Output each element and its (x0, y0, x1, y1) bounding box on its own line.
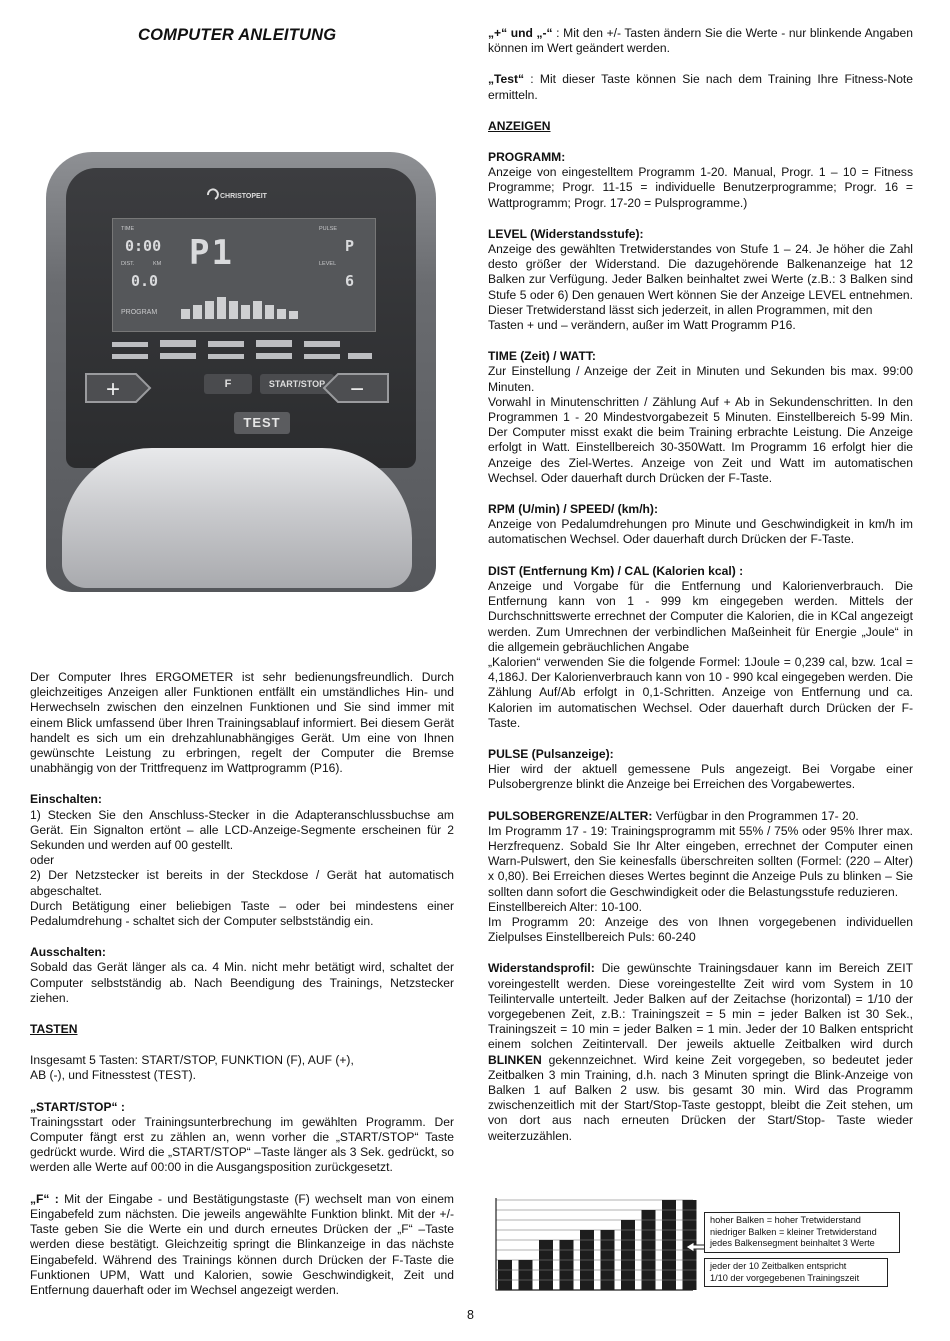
startstop-text: Trainingsstart oder Trainingsunterbrechung im gewählten Programm. Der Computer fängt erst zu zählen an, wenn vorher die „START/STOP“ Taste gedrückt wurde. Wird die „START/STOP“ –Taste länger als 3 Sek. gedrückt, so werden alle Werte auf 00:00 in die Ausgangsposition zurückgesetzt. (30, 1114, 454, 1175)
f-paragraph (30, 1192, 454, 1298)
lcd-dist-value: 0.0 (131, 272, 159, 290)
tasten-heading: TASTEN (30, 1022, 78, 1037)
lcd-pulse-label: PULSE (319, 226, 338, 232)
lcd-time-value: 0:00 (125, 237, 162, 255)
legend-line-1: hoher Balken = hoher Tretwiderstand (710, 1215, 861, 1225)
lcd-time-label: TIME (121, 226, 135, 232)
tasten-line-2: AB (-), und Fitnesstest (TEST). (30, 1068, 196, 1083)
widerstandsprofil-heading: Widerstandsprofil: (488, 961, 595, 976)
legend-line-5: 1/10 der vorgegebenen Trainingszeit (710, 1272, 860, 1283)
widerstandsprofil-text-2: gekennzeichnet. Wird keine Zeit vorgegeben, so bedeutet jeder Zeitbalken 3 min Training, d.h. nach 3 Minuten springt die Blink-Anzeige von Balken 1 auf Balken 2 usw. bis gesamt 30 min. Wird das Programm zwischenzeitlich mit der Start/Stop-Taste gestoppt, bleibt die Zeit stehen, um von dort aus nach erneuten Drücken der Start/Stop- Taste wieder weiterzuzählen. (488, 1052, 913, 1143)
pulse-heading: PULSE (Pulsanzeige): (488, 746, 614, 761)
pulsobergrenze-paragraph (488, 809, 913, 824)
f-button[interactable]: F (204, 374, 252, 394)
rpm-text: Anzeige von Pedalumdrehungen pro Minute und Geschwindigkeit in km/h im automatischen Wechsel. Oder dauerhaft durch Drücken der F-Taste. (488, 517, 913, 547)
einschalten-step-2: 2) Der Netzstecker ist bereits in der Steckdose / Gerät hat automatisch abgeschaltet. (30, 868, 454, 898)
programm-text: Anzeige von eingestelltem Programm 1-20. Manual, Progr. 1 – 10 = Fitness Programme; Progr. 11-15 = individuelle Benutzerprogramme; Progr. 16 = Wattprogramm; Progr. 17-20 = Pulsprogramme.) (488, 165, 913, 210)
time-text-1: Zur Einstellung / Anzeige der Zeit in Minuten und Sekunden bis max. 99:00 Minuten. (488, 364, 913, 394)
console-panel (66, 168, 416, 468)
startstop-heading: „START/STOP“ : (30, 1099, 125, 1114)
lcd-level-value: 6 (345, 272, 355, 290)
plus-button[interactable] (84, 370, 154, 406)
blinken-word: BLINKEN (488, 1052, 542, 1067)
computer-console-image (42, 148, 440, 594)
programm-heading: PROGRAMM: (488, 150, 566, 165)
pulsobergrenze-text-3: Einstellbereich Alter: 10-100. (488, 899, 642, 914)
time-heading: TIME (Zeit) / WATT: (488, 349, 596, 364)
einschalten-oder: oder (30, 853, 55, 868)
profile-bar-2 (519, 1260, 533, 1290)
lcd-pulse-value: P (345, 237, 355, 255)
handle-grip (62, 448, 412, 588)
pulsobergrenze-text-1: Verfügbar in den Programmen 17- 20. (652, 808, 859, 823)
pulsobergrenze-text-2: Im Programm 17 - 19: Trainingsprogramm mit 55% / 75% oder 95% Ihrer max. Herzfrequenz. Sobald Sie Ihr Alter eingeben, errechnet der Computer einen Warn-Pulswert, den Sie keinesfalls überschreiten sollten (Formel: (220 – Alter) x 0,80). Bei Erreichen dieses Wertes beginnt die Anzeige Puls zu blinken – Sie sollten dann sofort die Geschwindigkeit oder die Belastungsstufe reduzieren. (488, 823, 913, 899)
legend-resistance (704, 1212, 900, 1253)
left-column (30, 670, 454, 1298)
page-title: COMPUTER ANLEITUNG (138, 26, 337, 44)
lcd-level-label: LEVEL (319, 261, 337, 267)
level-text: Anzeige des gewählten Tretwiderstandes von Stufe 1 – 24. Je höher die Zahl desto größer der Widerstand. Die dazugehörende Balkenanzeige hat 12 Balken zur Verfügung. Jeder Balken beinhaltet zwei Werte (z.B.: 3 Balken sind Stufe 5 oder 6) Den genauen Wert können Sie der Anzeige LEVEL entnehmen. Dieser Tretwiderstand lässt sich jederzeit, in allen Programmen, mit den (488, 242, 913, 317)
pulse-text: Hier wird der aktuell gemessene Puls angezeigt. Bei Vorgabe einer Pulsobergrenze blinkt die Anzeige bei Erreichen des Vorgabewertes. (488, 762, 913, 792)
pulsobergrenze-text-4: Im Programm 20: Anzeige des von Ihnen vorgegebenen individuellen Zielpulses Einstellbereich Puls: 60-240 (488, 914, 913, 945)
lcd-program-label: PROGRAM (121, 309, 158, 316)
profile-bar-3 (539, 1240, 553, 1290)
rpm-heading: RPM (U/min) / SPEED/ (km/h): (488, 502, 658, 517)
level-heading: LEVEL (Widerstandsstufe): (488, 226, 644, 241)
brand-logo (204, 188, 294, 202)
time-text-2: Vorwahl in Minutenschritten / Zählung Auf + Ab in Sekundenschritten. In den Programmen 1 - 20 Mindestvorgabezeit 5 Minuten. Einstellbereich 5-99 Min. Der Computer misst exakt die beim Training erbrachte Leistung. Die Anzeige erfolgt in Watt. Einstellbereich 30-350Watt. Im Programm 16 erfolgt hier die Anzeige des Ziel-Wertes. Anzeige von Zeit und Watt im automatischen Wechsel. Oder dauerhaft durch Drücken der F-Taste. (488, 394, 913, 485)
tasten-line-1: Insgesamt 5 Tasten: START/STOP, FUNKTION (F), AUF (+), (30, 1053, 354, 1068)
profile-bar-7 (621, 1220, 635, 1290)
profile-bars-chart (488, 1190, 702, 1298)
einschalten-step-3: Durch Betätigung einer beliebigen Taste – oder bei mindestens einer Pedalumdrehung - schaltet sich der Computer selbstständig ein. (30, 898, 454, 929)
dist-heading: DIST (Entfernung Km) / CAL (Kalorien kcal) : (488, 563, 744, 578)
widerstandsprofil-paragraph (488, 961, 913, 1143)
f-text: Mit der Eingabe - und Bestätigungstaste (F) wechselt man von einem Eingabefeld zum nächsten. Die jeweils angewählte Funktion blinkt. Mit der +/- Taste geben Sie die Werte ein und durch erneutes Drücken der „F“ –Taste werden diese bestätigt. Gleichzeitig springt die Blinkanzeige in das nächste Eingabefeld. Während des Trainings können durch Drücken der F-Taste die Funktionen UPM, Watt und Kalorien, sowie Geschwindigkeit, Zeit und Entfernung dauerhaft oder im Wechsel angezeigt werden. (30, 1191, 455, 1297)
page-number: 8 (467, 1308, 474, 1322)
plus-icon: + (106, 376, 121, 403)
test-button[interactable]: TEST (234, 412, 290, 434)
pulsobergrenze-heading: PULSOBERGRENZE/ALTER: (488, 808, 653, 823)
widerstandsprofil-text-1: Die gewünschte Trainingsdauer kann im Bereich ZEIT voreingestellt werden. Diese voreingestellte Zeit wird vom System in 10 Teilintervalle unterteilt. Jeder Balken auf der Zeitachse (horizontal) = 1/10 der vorgegebenen Zeit, z.B.: Trainingszeit = 5 min = jeder Balken ist 30 Sek., Trainingszeit = 10 min = jeder Balken = 1 min. Jeder der 10 Balken entspricht einem solchen Zeitintervall. Der jeweils aktuelle Zeitbalken wird durch (488, 961, 913, 1052)
ausschalten-heading: Ausschalten: (30, 945, 106, 960)
legend-line-3: jedes Balkensegment beinhaltet 3 Werte (710, 1238, 875, 1248)
program-icons (112, 338, 374, 364)
plusminus-text: : Mit den +/- Tasten ändern Sie die Werte - nur blinkende Angaben können im Wert geändert werden. (488, 26, 913, 56)
brand-text: CHRISTOPEIT (220, 193, 267, 200)
lcd-dist-unit: KM (153, 261, 162, 267)
test-paragraph (488, 72, 913, 102)
minus-icon: − (350, 376, 365, 403)
intro-text: Der Computer Ihres ERGOMETER ist sehr bedienungsfreundlich. Durch gleichzeitiges Anzeigen aller Funktionen entfällt ein umständliches Hin- und Herwechseln zwischen den einzelnen Funktionen und Sie sind immer mit einem Blick umfassend über Ihren Trainingsablauf informiert. Bei diesem Gerät handelt es sich um ein drehzahlunabhängiges Gerät. Um eine von Ihnen gewünschte Leistung zu erbringen, regelt der Computer die Bremse unabhängig von der Trittfrequenz im Wattprogramm (P16). (30, 670, 454, 776)
minus-button[interactable] (320, 370, 390, 406)
start-stop-button[interactable]: START/STOP (260, 374, 334, 394)
legend-time (704, 1258, 888, 1287)
einschalten-heading: Einschalten: (30, 792, 102, 807)
lcd-dist-label: DIST. (121, 261, 135, 267)
profile-bar-9 (662, 1200, 676, 1290)
test-text: : Mit dieser Taste können Sie nach dem Training Ihre Fitness-Note ermitteln. (488, 72, 913, 102)
f-heading: „F“ : (30, 1191, 59, 1206)
ausschalten-text: Sobald das Gerät länger als ca. 4 Min. nicht mehr betätigt wird, schaltet der Computer selbstständig ab. Nach Beendigung des Trainings, Netzstecker ziehen. (30, 960, 454, 1005)
profile-bar-1 (498, 1260, 512, 1290)
plusminus-heading: „+“ und „-“ (488, 26, 553, 40)
dist-text-1: Anzeige und Vorgabe für die Entfernung und Kalorienverbrauch. Die Entfernung kann von 1 - 999 km eingegeben werden. Mittels der Durchschnittswerte errechnet der Computer die Kalorien, die in KCal angezeigt werden. Zum Umrechnen der verbindlichen Maßeinheit für Energie „Joule“ in die allgemein gebräuchlichen Angabe (488, 578, 913, 654)
legend-line-4: jeder der 10 Zeitbalken entspricht (710, 1261, 847, 1271)
plusminus-paragraph (488, 26, 913, 56)
resistance-profile-diagram (488, 1190, 914, 1300)
anzeigen-heading: ANZEIGEN (488, 118, 551, 133)
lcd-display (112, 218, 376, 332)
legend-line-2: niedriger Balken = kleiner Tretwiderstand (710, 1226, 877, 1237)
lcd-profile-bars (179, 291, 309, 321)
right-column (488, 26, 913, 1144)
lcd-program-value: P1 (189, 233, 234, 273)
test-heading: „Test“ (488, 72, 525, 87)
level-text-2: Tasten + und – verändern, außer im Watt Programm P16. (488, 318, 796, 333)
profile-bar-4 (560, 1240, 574, 1290)
dist-text-2: „Kalorien“ verwenden Sie die folgende Formel: 1Joule = 0,239 cal, bzw. 1cal = 4,186J. Der Kalorienverbrauch kann von 10 - 990 kcal eingegeben werden. Die Zählung Auf/Ab erfolgt in 0,1-Schritten. Anzeige von Entfernung und ca. Kalorien im automatischen Wechsel. Oder dauerhaft durch Drücken der F-Taste. (488, 654, 913, 730)
einschalten-step-1: 1) Stecken Sie den Anschluss-Stecker in die Adapteranschlussbuchse am Gerät. Ein Signalton ertönt – alle LCD-Anzeige-Segmente erscheinen für 2 Sekunden und werden auf 00 gestellt. (30, 807, 454, 853)
